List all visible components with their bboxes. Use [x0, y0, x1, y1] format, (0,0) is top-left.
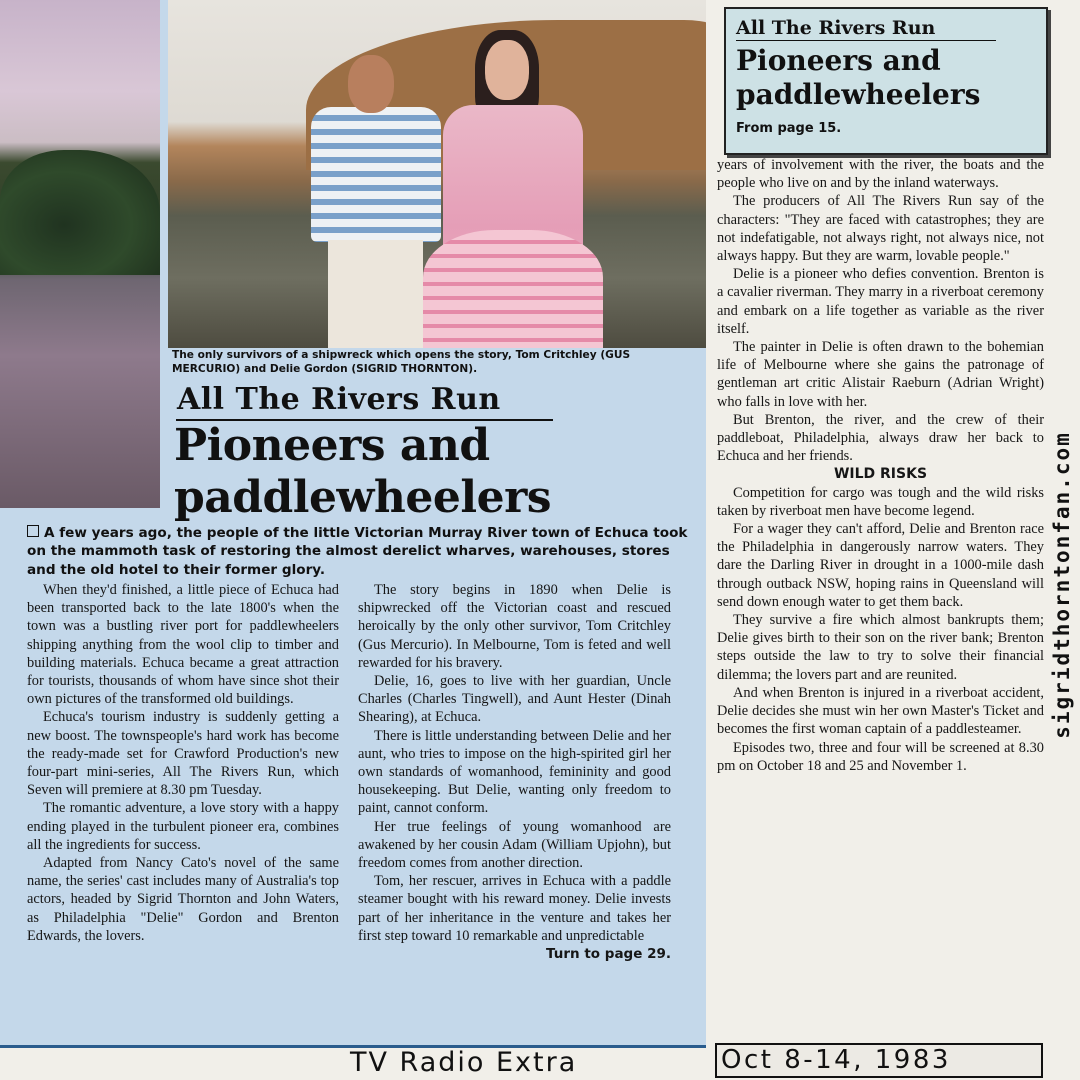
- article-headline: [174, 420, 704, 524]
- continuation-header-box: [724, 7, 1048, 155]
- continuation-headline-line-2: paddlewheelers: [736, 78, 981, 111]
- photo-caption: The only survivors of a shipwreck which opens the story, Tom Critchley (GUS MERCURIO) and Delie Gordon (SIGRID THORNTON).: [172, 349, 631, 375]
- paragraph: Her true feelings of young womanhood are awakened by her cousin Adam (William Upjohn), but freedom comes from another direction.: [358, 818, 671, 872]
- continuation-headline-line-1: Pioneers and: [736, 44, 941, 77]
- river-photo: [0, 0, 160, 508]
- watermark-site: [1044, 405, 1080, 765]
- paragraph: But Brenton, the river, and the crew of their paddleboat, Philadelphia, always draw her back to Echuca and her friends.: [717, 411, 1044, 465]
- paragraph: When they'd finished, a little piece of Echuca had been transported back to the late 1800's when the town was a bustling river port for paddlewheelers shipping anything from the wool clip to timber and building materials. Echuca became a great attraction for tourists, thousands of whom have since shot their own pictures of the transformed old buildings.: [27, 582, 339, 708]
- article-column-1: [27, 581, 339, 945]
- headline-line-2: paddlewheelers: [174, 472, 552, 523]
- turn-to-page-link[interactable]: Turn to page 29.: [546, 946, 671, 963]
- article-intro: [27, 524, 697, 579]
- paragraph: The producers of All The Rivers Run say of the characters: "They are faced with catastrophes; they are not indefatigable, not always right, not always nice, not always happy. But they are warm, lovable people.": [717, 193, 1044, 265]
- continuation-column: [717, 156, 1044, 775]
- headline-line-1: Pioneers and: [174, 420, 490, 471]
- series-title: All The Rivers Run: [177, 382, 501, 417]
- paragraph: Adapted from Nancy Cato's novel of the same name, the series' cast includes many of Australia's top actors, headed by Sigrid Thornton and John Waters, as Philadelphia "Delie" Gordon and Brenton Edwards, the lovers.: [27, 855, 339, 944]
- continuation-headline: [736, 44, 1041, 112]
- survivors-photo: [168, 0, 706, 348]
- paragraph: And when Brenton is injured in a riverboat accident, Delie decides she must win her own Master's Ticket and becomes the first woman captain of a paddlesteamer.: [717, 684, 1044, 738]
- photo-woman-figure: [423, 30, 613, 348]
- article-column-2: [358, 581, 671, 963]
- paragraph: Delie, 16, goes to live with her guardian, Uncle Charles (Charles Tingwell), and Aunt Hester (Dinah Shearing), at Echuca.: [358, 673, 671, 726]
- paragraph: The romantic adventure, a love story with a happy ending played in the turbulent pioneer era, combines all the ingredients for success.: [27, 800, 339, 853]
- paragraph: Echuca's tourism industry is suddenly getting a new boost. The townspeople's hard work has become the ready-made set for Crawford Production's new four-part mini-series, All The Rivers Run, which Seven will premiere at 8.30 pm Tuesday.: [27, 709, 339, 799]
- watermark-text: sigridthorntonfan.com: [1050, 431, 1074, 739]
- paragraph: There is little understanding between Delie and her aunt, who tries to impose on the high-spirited girl her own standards of womanhood, femininity and good housekeeping. But Delie, wanting only freedom to paint, cannot conform.: [358, 727, 671, 817]
- continuation-title-underline: [736, 40, 996, 41]
- paragraph: They survive a fire which almost bankrupts them; Delie gives birth to their son on the river bank; Brenton steps outside the law to try to solve their financial dilemma; the lovers part and are reunited.: [717, 612, 1044, 683]
- paragraph: years of involvement with the river, the boats and the people who live on and by the inland waterways.: [717, 157, 1044, 192]
- paragraph: Competition for cargo was tough and the wild risks taken by riverboat men have become legend.: [717, 484, 1044, 519]
- paragraph: The painter in Delie is often drawn to the bohemian life of Melbourne where she gains the patronage of gentleman art critic Alistair Raeburn (Adrian Wright) who falls in love with her.: [717, 339, 1044, 410]
- publication-name: TV Radio Extra: [350, 1047, 578, 1078]
- from-page-note: From page 15.: [736, 121, 842, 136]
- issue-date: Oct 8-14, 1983: [715, 1043, 1043, 1078]
- paragraph: The story begins in 1890 when Delie is shipwrecked off the Victorian coast and rescued heroically by the only other survivor, Tom Critchley (Gus Mercurio). In Melbourne, Tom is feted and well rewarded for his bravery.: [358, 582, 671, 671]
- intro-text: A few years ago, the people of the little Victorian Murray River town of Echuca took on the mammoth task of restoring the almost derelict wharves, warehouses, stores and the old hotel to their former glory.: [27, 525, 688, 578]
- river-trees: [0, 150, 160, 275]
- paragraph: For a wager they can't afford, Delie and Brenton race the Philadelphia in dangerously narrow waters. They dare the Darling River in drought in a 1000-mile dash through outback NSW, hoping rains in Queensland will send down enough water to get them back.: [717, 521, 1044, 610]
- paragraph: Tom, her rescuer, arrives in Echuca with a paddle steamer bought with his reward money. Delie invests part of her inheritance in the venture and takes her first step toward 10 remarkable and unpredictable: [358, 873, 671, 944]
- square-bullet-icon: [27, 525, 39, 537]
- continuation-series-title: All The Rivers Run: [736, 17, 936, 39]
- subheading: WILD RISKS: [833, 466, 928, 483]
- paragraph: Delie is a pioneer who defies convention. Brenton is a cavalier riverman. They marry in a riverboat ceremony and embark on a life together as variable as the river itself.: [717, 266, 1044, 337]
- paragraph: Episodes two, three and four will be screened at 8.30 pm on October 18 and 25 and November 1.: [717, 739, 1044, 774]
